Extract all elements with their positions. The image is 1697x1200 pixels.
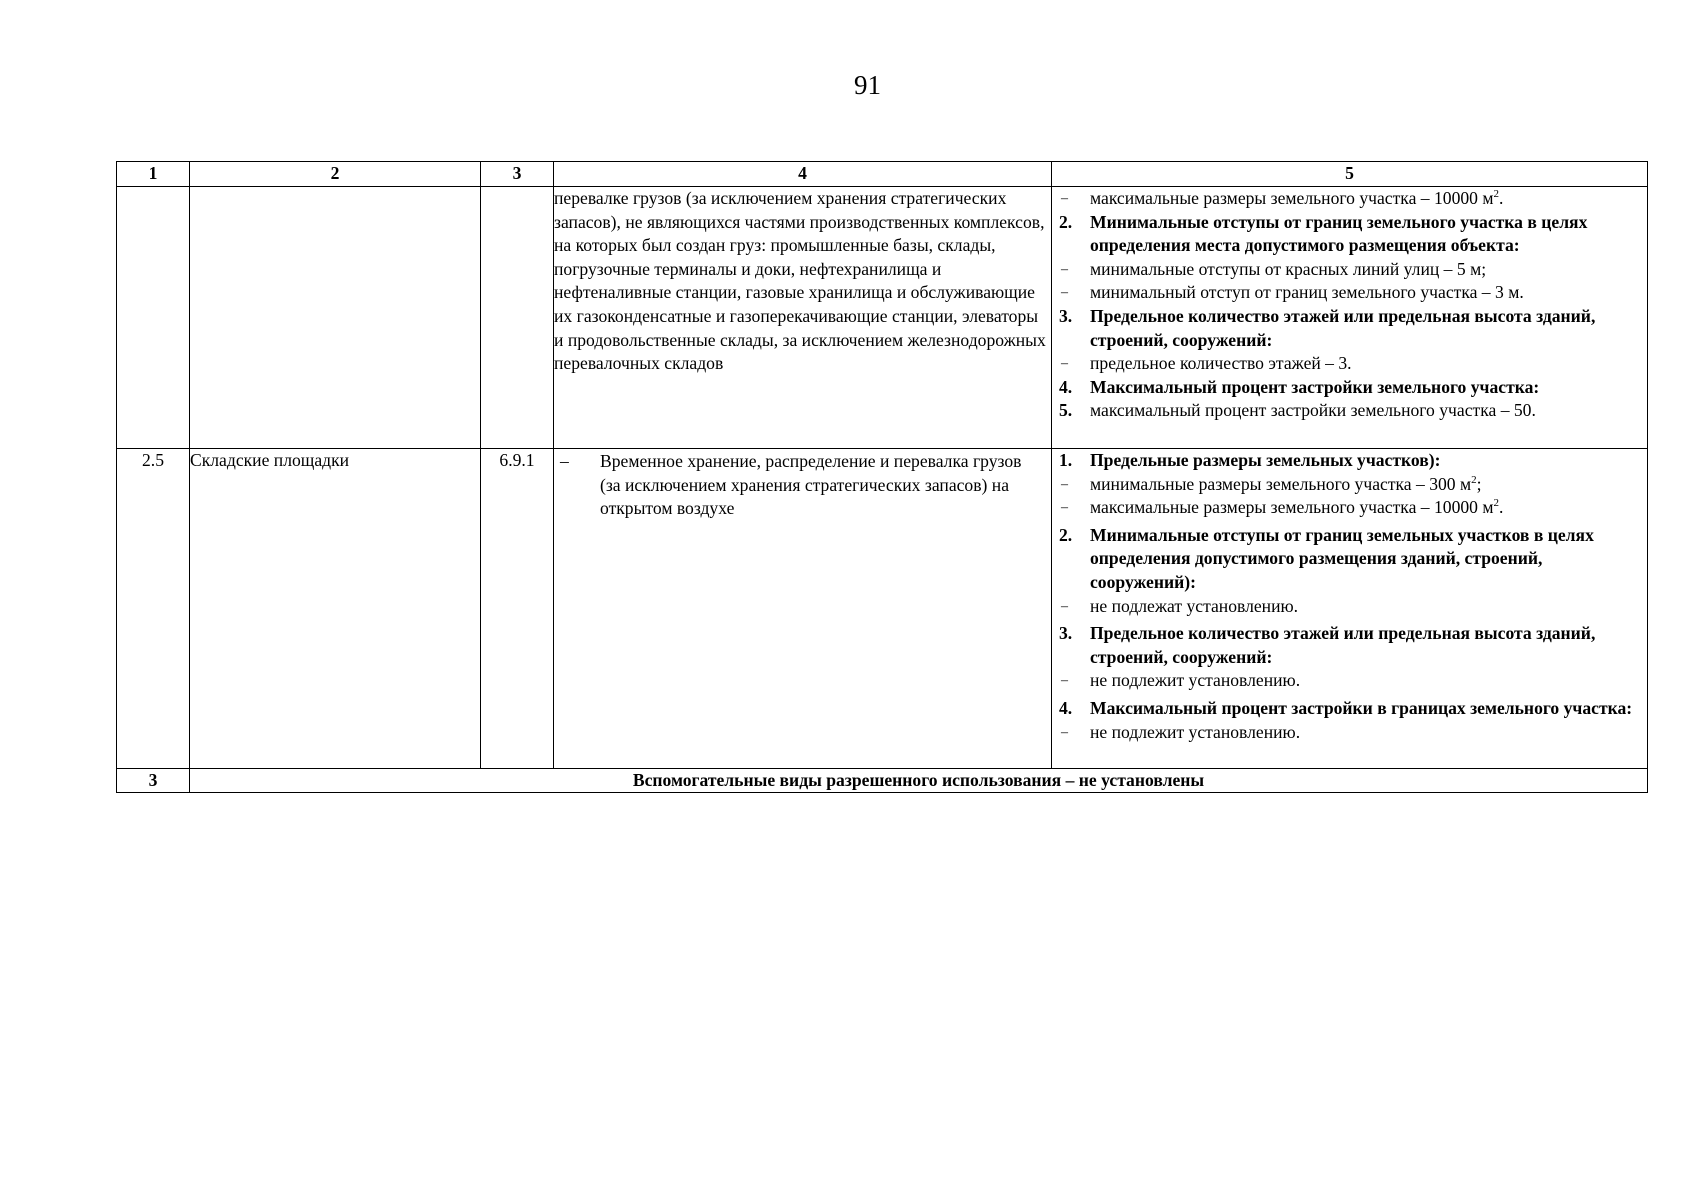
table-header-row — [117, 162, 1648, 187]
list-marker: – — [1061, 285, 1068, 301]
parameter-text: максимальный процент застройки земельного участка – 50. — [1090, 400, 1536, 421]
parameter-item — [1052, 697, 1647, 721]
parameter-item — [1052, 496, 1647, 520]
parameter-text: не подлежит установлению. — [1090, 721, 1301, 742]
parameter-text: минимальный отступ от границ земельного участка – 3 м. — [1090, 282, 1524, 303]
parameter-item — [1052, 669, 1647, 693]
parameter-text: Предельное количество этажей или предельная высота зданий, строений, сооружений: — [1090, 623, 1596, 667]
dash-marker: – — [560, 451, 569, 471]
permitted-use-description: перевалке грузов (за исключением хранения стратегических запасов), не являющихся частями производственных комплексов, на которых был создан груз: промышленные базы, склады, погрузочные терминалы и доки, нефтехранилища и нефтеналивные станции, газовые хранилища и обслуживающие их газоконденсатные и газоперекачивающие станции, элеваторы и продовольственные склады, за исключением железнодорожных перевалочных складов — [554, 187, 1052, 449]
permitted-use-description — [554, 449, 1052, 769]
list-marker: – — [1061, 598, 1068, 614]
row-code-cell — [117, 187, 190, 449]
parameter-text: Минимальные отступы от границ земельного участка в целях определения места допустимого размещения объекта: — [1090, 211, 1588, 256]
parameter-item — [1052, 376, 1647, 400]
parameter-item — [1052, 352, 1647, 376]
parameter-item — [1052, 524, 1647, 595]
column-header: 5 — [1052, 162, 1648, 187]
parameter-text: Максимальный процент застройки в границах земельного участка: — [1090, 697, 1633, 718]
row-code-cell: 3 — [117, 769, 190, 793]
parameter-text: минимальные отступы от красных линий улиц – 5 м; — [1090, 258, 1487, 279]
row-classifier-cell: 6.9.1 — [481, 449, 554, 769]
column-header: 4 — [554, 162, 1052, 187]
row-name-cell: Складские площадки — [190, 449, 481, 769]
parameter-text: максимальные размеры земельного участка – 10000 $м^2$. — [1090, 497, 1504, 518]
list-marker: 3. — [1059, 623, 1073, 644]
parameter-item — [1052, 211, 1647, 258]
parameter-item — [1052, 187, 1647, 211]
parameter-item — [1052, 305, 1647, 352]
parameter-item — [1052, 721, 1647, 745]
row-code-cell: 2.5 — [117, 449, 190, 769]
parameters-list — [1052, 449, 1647, 744]
page-number: 91 — [854, 70, 881, 100]
list-marker: 3. — [1059, 305, 1073, 326]
table-row-3 — [117, 769, 1648, 793]
list-marker: 5. — [1059, 400, 1073, 421]
parameters-cell — [1052, 449, 1648, 769]
list-marker: 2. — [1059, 524, 1073, 545]
row-name-cell — [190, 187, 481, 449]
list-marker: 4. — [1059, 376, 1073, 397]
table-row-continued — [117, 187, 1648, 449]
parameter-text: минимальные размеры земельного участка – 300 $м^2$; — [1090, 473, 1482, 494]
auxiliary-uses-text: Вспомогательные виды разрешенного использования – не установлены — [190, 769, 1648, 793]
list-marker: 1. — [1059, 450, 1073, 470]
column-header: 1 — [117, 162, 190, 187]
list-marker: – — [1061, 673, 1068, 689]
parameter-item — [1052, 595, 1647, 619]
parameter-item — [1052, 449, 1647, 473]
row-classifier-cell — [481, 187, 554, 449]
parameter-text: не подлежат установлению. — [1090, 595, 1299, 616]
parameter-item — [1052, 622, 1647, 669]
list-marker: – — [1061, 261, 1068, 277]
parameter-text: Минимальные отступы от границ земельных участков в целях определения допустимого размещения зданий, строений, сооружений): — [1090, 524, 1594, 592]
parameter-item — [1052, 281, 1647, 305]
list-marker: – — [1061, 476, 1068, 492]
parameters-list — [1052, 187, 1647, 423]
list-marker: – — [1061, 724, 1068, 740]
list-marker: 2. — [1059, 211, 1073, 232]
parameter-text: Предельное количество этажей или предельная высота зданий, строений, сооружений: — [1090, 305, 1596, 350]
list-marker: 4. — [1059, 697, 1073, 718]
list-marker: – — [1061, 191, 1068, 206]
table-row-2-5 — [117, 449, 1648, 769]
parameter-text: не подлежит установлению. — [1090, 670, 1301, 691]
column-header: 2 — [190, 162, 481, 187]
description-text: Временное хранение, распределение и перевалка грузов (за исключением хранения стратегических запасов) на открытом воздухе — [600, 451, 1022, 519]
parameter-item — [1052, 258, 1647, 282]
parameter-text: максимальные размеры земельного участка – 10000 $м^2$. — [1090, 188, 1504, 208]
parameter-text: предельное количество этажей – 3. — [1090, 353, 1352, 374]
parameter-text: Максимальный процент застройки земельного участка: — [1090, 376, 1540, 397]
list-marker: – — [1061, 500, 1068, 516]
list-marker: – — [1061, 356, 1068, 372]
land-use-table — [116, 161, 1648, 793]
column-header: 3 — [481, 162, 554, 187]
parameters-cell — [1052, 187, 1648, 449]
parameter-item — [1052, 399, 1647, 423]
parameter-text: Предельные размеры земельных участков): — [1090, 450, 1441, 470]
parameter-item — [1052, 473, 1647, 497]
